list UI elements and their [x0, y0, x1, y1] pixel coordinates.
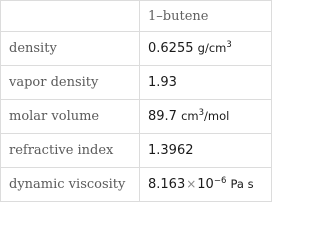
value-unit — [198, 41, 232, 55]
value-mantissa: 8.163 — [148, 177, 186, 192]
value-number: 1.3962 — [148, 143, 194, 158]
table-row-dynamic-viscosity — [1, 168, 272, 202]
times-sign: × — [186, 177, 197, 191]
unit-text: g/cm — [197, 41, 227, 55]
row-label: dynamic viscosity — [1, 168, 140, 202]
value-number: 0.6255 — [148, 41, 194, 56]
value-exponent: −6 — [213, 176, 227, 186]
column-header-1-butene: 1–butene — [140, 1, 272, 32]
value-unit: Pa s — [230, 177, 254, 191]
table-header-row — [1, 1, 272, 32]
value-base: 10 — [197, 177, 214, 192]
row-value — [140, 168, 272, 202]
row-label: molar volume — [1, 100, 140, 134]
unit-tail: /mol — [204, 109, 230, 123]
table-row-molar-volume — [1, 100, 272, 134]
row-value — [140, 100, 272, 134]
row-value — [140, 32, 272, 66]
row-label: density — [1, 32, 140, 66]
value-unit — [181, 109, 229, 123]
row-value — [140, 66, 272, 100]
unit-exponent: 3 — [226, 40, 232, 50]
row-label: vapor density — [1, 66, 140, 100]
table-row-density — [1, 32, 272, 66]
corner-cell — [1, 1, 140, 32]
unit-exponent: 3 — [198, 108, 205, 118]
row-label: refractive index — [1, 134, 140, 168]
table-row-refractive-index — [1, 134, 272, 168]
row-value — [140, 134, 272, 168]
value-number: 1.93 — [148, 75, 177, 90]
unit-text: cm — [181, 109, 199, 123]
table-row-vapor-density — [1, 66, 272, 100]
value-number: 89.7 — [148, 109, 177, 124]
